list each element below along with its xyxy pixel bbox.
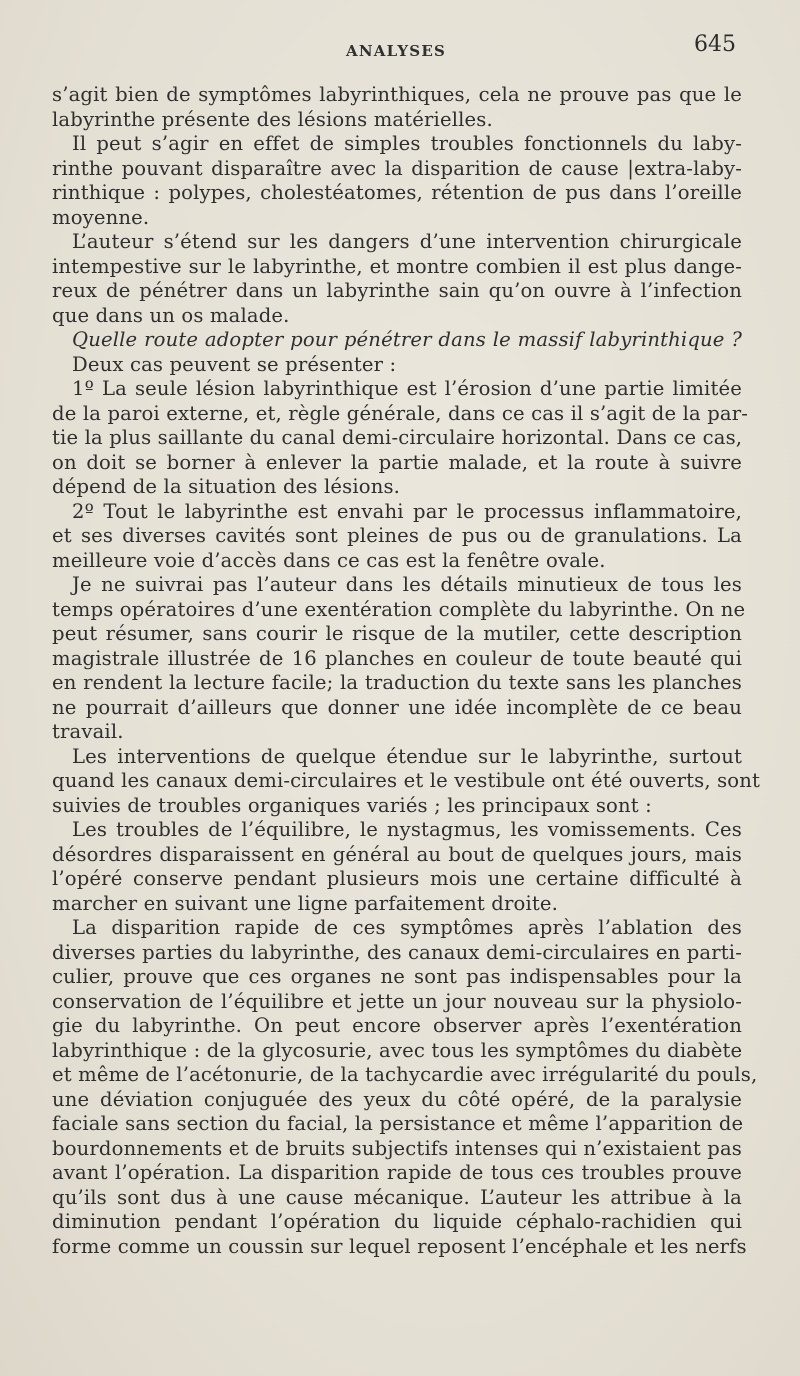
text-line: 1º La seule lésion labyrinthique est l’érosion d’une partie limitée [72,377,742,400]
text-line: s’agit bien de symptômes labyrinthiques, cela ne prouve pas que le [52,83,742,106]
body-text [52,83,761,1259]
text-line: peut résumer, sans courir le risque de la mutiler, cette description [52,622,742,645]
text-line: labyrinthique : de la glycosurie, avec tous les symptômes du diabète [52,1038,743,1062]
text-line: meilleure voie d’accès dans ce cas est la fenêtre ovale. [52,548,606,572]
text-line: diminution pendant l’opération du liquide céphalo-rachidien qui [52,1210,742,1233]
text-line: que dans un os malade. [52,303,290,327]
text-line: Il peut s’agir en effet de simples troubles fonctionnels du laby- [72,132,742,155]
text-line: temps opératoires d’une exentération complète du labyrinthe. On ne [52,597,746,621]
text-line: moyenne. [52,205,150,229]
text-line: reux de pénétrer dans un labyrinthe sain qu’on ouvre à l’infection [52,279,742,302]
running-head: ANALYSES [346,42,446,60]
text-line: gie du labyrinthe. On peut encore observer après l’exentération [52,1014,742,1037]
text-line: en rendent la lecture facile; la traduction du texte sans les planches [52,671,742,694]
text-line: faciale sans section du facial, la persistance et même l’apparition de [52,1112,744,1135]
text-line: ne pourrait d’ailleurs que donner une idée incomplète de ce beau [52,695,742,719]
page-header [0,30,800,64]
text-line: rinthique : polypes, cholestéatomes, rétention de pus dans l’oreille [52,181,742,204]
text-line: on doit se borner à enlever la partie malade, et la route à suivre [52,450,742,474]
text-line: qu’ils sont dus à une cause mécanique. L’auteur les attribue à la [52,1185,742,1209]
text-line: et ses diverses cavités sont pleines de pus ou de granulations. La [52,524,742,547]
text-line: Les troubles de l’équilibre, le nystagmus, les vomissements. Ces [72,818,742,841]
text-line: Je ne suivrai pas l’auteur dans les détails minutieux de tous les [72,573,742,596]
text-line: Les interventions de quelque étendue sur le labyrinthe, surtout [72,744,742,768]
text-line: désordres disparaissent en général au bout de quelques jours, mais [52,842,742,866]
text-line: travail. [52,720,124,743]
text-line: suivies de troubles organiques variés ; les principaux sont : [52,793,652,817]
text-line: culier, prouve que ces organes ne sont pas indispensables pour la [52,965,742,988]
text-line: tie la plus saillante du canal demi-circulaire horizontal. Dans ce cas, [52,426,743,449]
page-number: 645 [694,32,736,57]
text-line: quand les canaux demi-circulaires et le vestibule ont été ouverts, sont [52,769,761,792]
text-line: 2º Tout le labyrinthe est envahi par le processus inflammatoire, [72,499,742,523]
text-line: avant l’opération. La disparition rapide de tous ces troubles prouve [52,1161,742,1184]
text-line: l’opéré conserve pendant plusieurs mois une certaine difficulté à [52,867,742,890]
text-line: Quelle route adopter pour pénétrer dans le massif labyrinthique ? [72,328,742,351]
text-line: marcher en suivant une ligne parfaitement droite. [52,891,559,915]
text-line: magistrale illustrée de 16 planches en couleur de toute beauté qui [52,646,742,670]
text-line: forme comme un coussin sur lequel reposent l’encéphale et les nerfs [52,1234,747,1258]
text-line: rinthe pouvant disparaître avec la disparition de cause |extra-laby- [52,156,742,180]
text-line: diverses parties du labyrinthe, des canaux demi-circulaires en parti- [52,940,742,964]
text-line: labyrinthe présente des lésions matérielles. [52,107,493,131]
text-line: de la paroi externe, et, règle générale, dans ce cas il s’agit de la par- [52,401,749,425]
text-line: intempestive sur le labyrinthe, et montre combien il est plus dange- [52,254,742,278]
text-line: dépend de la situation des lésions. [52,475,401,498]
text-line: L’auteur s’étend sur les dangers d’une intervention chirurgicale [72,230,742,253]
text-line: bourdonnements et de bruits subjectifs intenses qui n’existaient pas [52,1136,743,1160]
text-line: et même de l’acétonurie, de la tachycardie avec irrégularité du pouls, [52,1063,758,1086]
text-line: La disparition rapide de ces symptômes après l’ablation des [72,916,742,939]
text-line: Deux cas peuvent se présenter : [72,352,397,376]
text-line: une déviation conjuguée des yeux du côté opéré, de la paralysie [52,1087,742,1111]
text-line: conservation de l’équilibre et jette un jour nouveau sur la physiolo- [52,989,742,1013]
